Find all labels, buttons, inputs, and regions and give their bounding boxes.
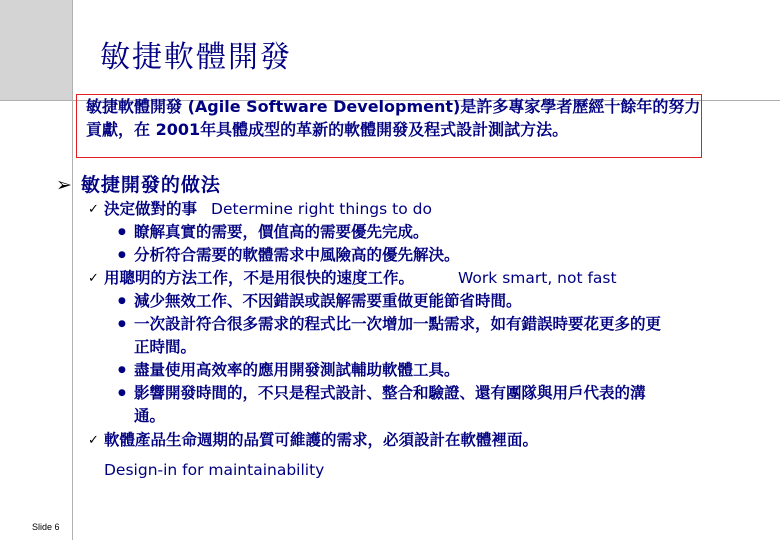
bullet-dot-icon: ● (118, 319, 126, 329)
list-item-en: Work smart, not fast (458, 269, 617, 287)
list-item (104, 198, 432, 221)
sub-bullet: 減少無效工作、不因錯誤或誤解需要重做更能節省時間。 (134, 292, 522, 310)
slide-number: Slide 6 (32, 522, 60, 532)
list-item-zh: 決定做對的事 (104, 200, 198, 218)
bullet-dot-icon: ● (118, 365, 126, 375)
list-item-zh: 用聰明的方法工作，不是用很快的速度工作。 (104, 269, 415, 287)
check-icon: ✓ (88, 271, 99, 286)
section-heading (56, 170, 221, 197)
bullet-dot-icon: ● (118, 227, 126, 237)
list-item (104, 267, 617, 290)
sub-bullet: 瞭解真實的需要，價值高的需要優先完成。 (134, 223, 429, 241)
bullet-dot-icon: ● (118, 296, 126, 306)
corner-shade (0, 0, 72, 100)
check-icon: ✓ (88, 202, 99, 217)
list-item-zh: 軟體產品生命週期的品質可維護的需求，必須設計在軟體裡面。 (104, 431, 539, 449)
sub-bullet: 影響開發時間的，不只是程式設計、整合和驗證、還有團隊與用戶代表的溝通。 (134, 384, 646, 425)
section-heading-text: 敏捷開發的做法 (80, 174, 221, 196)
bullet-dot-icon: ● (118, 388, 126, 398)
sub-bullet: 一次設計符合很多需求的程式比一次增加一點需求，如有錯誤時要花更多的更正時間。 (134, 315, 662, 356)
page-title: 敏捷軟體開發 (100, 40, 292, 75)
vertical-divider (72, 0, 73, 540)
bullet-dot-icon: ● (118, 250, 126, 260)
sub-bullet: 分析符合需要的軟體需求中風險高的優先解決。 (134, 246, 460, 264)
arrow-bullet-icon: ➢ (56, 174, 73, 196)
sub-bullet: 盡量使用高效率的應用開發測試輔助軟體工具。 (134, 361, 460, 379)
list-item-en: Determine right things to do (211, 200, 432, 218)
intro-text: 敏捷軟體開發 (Agile Software Development)是許多專家學者歷經十餘年的努力貢獻，在 2001年具體成型的革新的軟體開發及程式設計測試方法。 (86, 97, 701, 139)
list-item-en: Design-in for maintainability (104, 461, 325, 479)
check-icon: ✓ (88, 433, 99, 448)
